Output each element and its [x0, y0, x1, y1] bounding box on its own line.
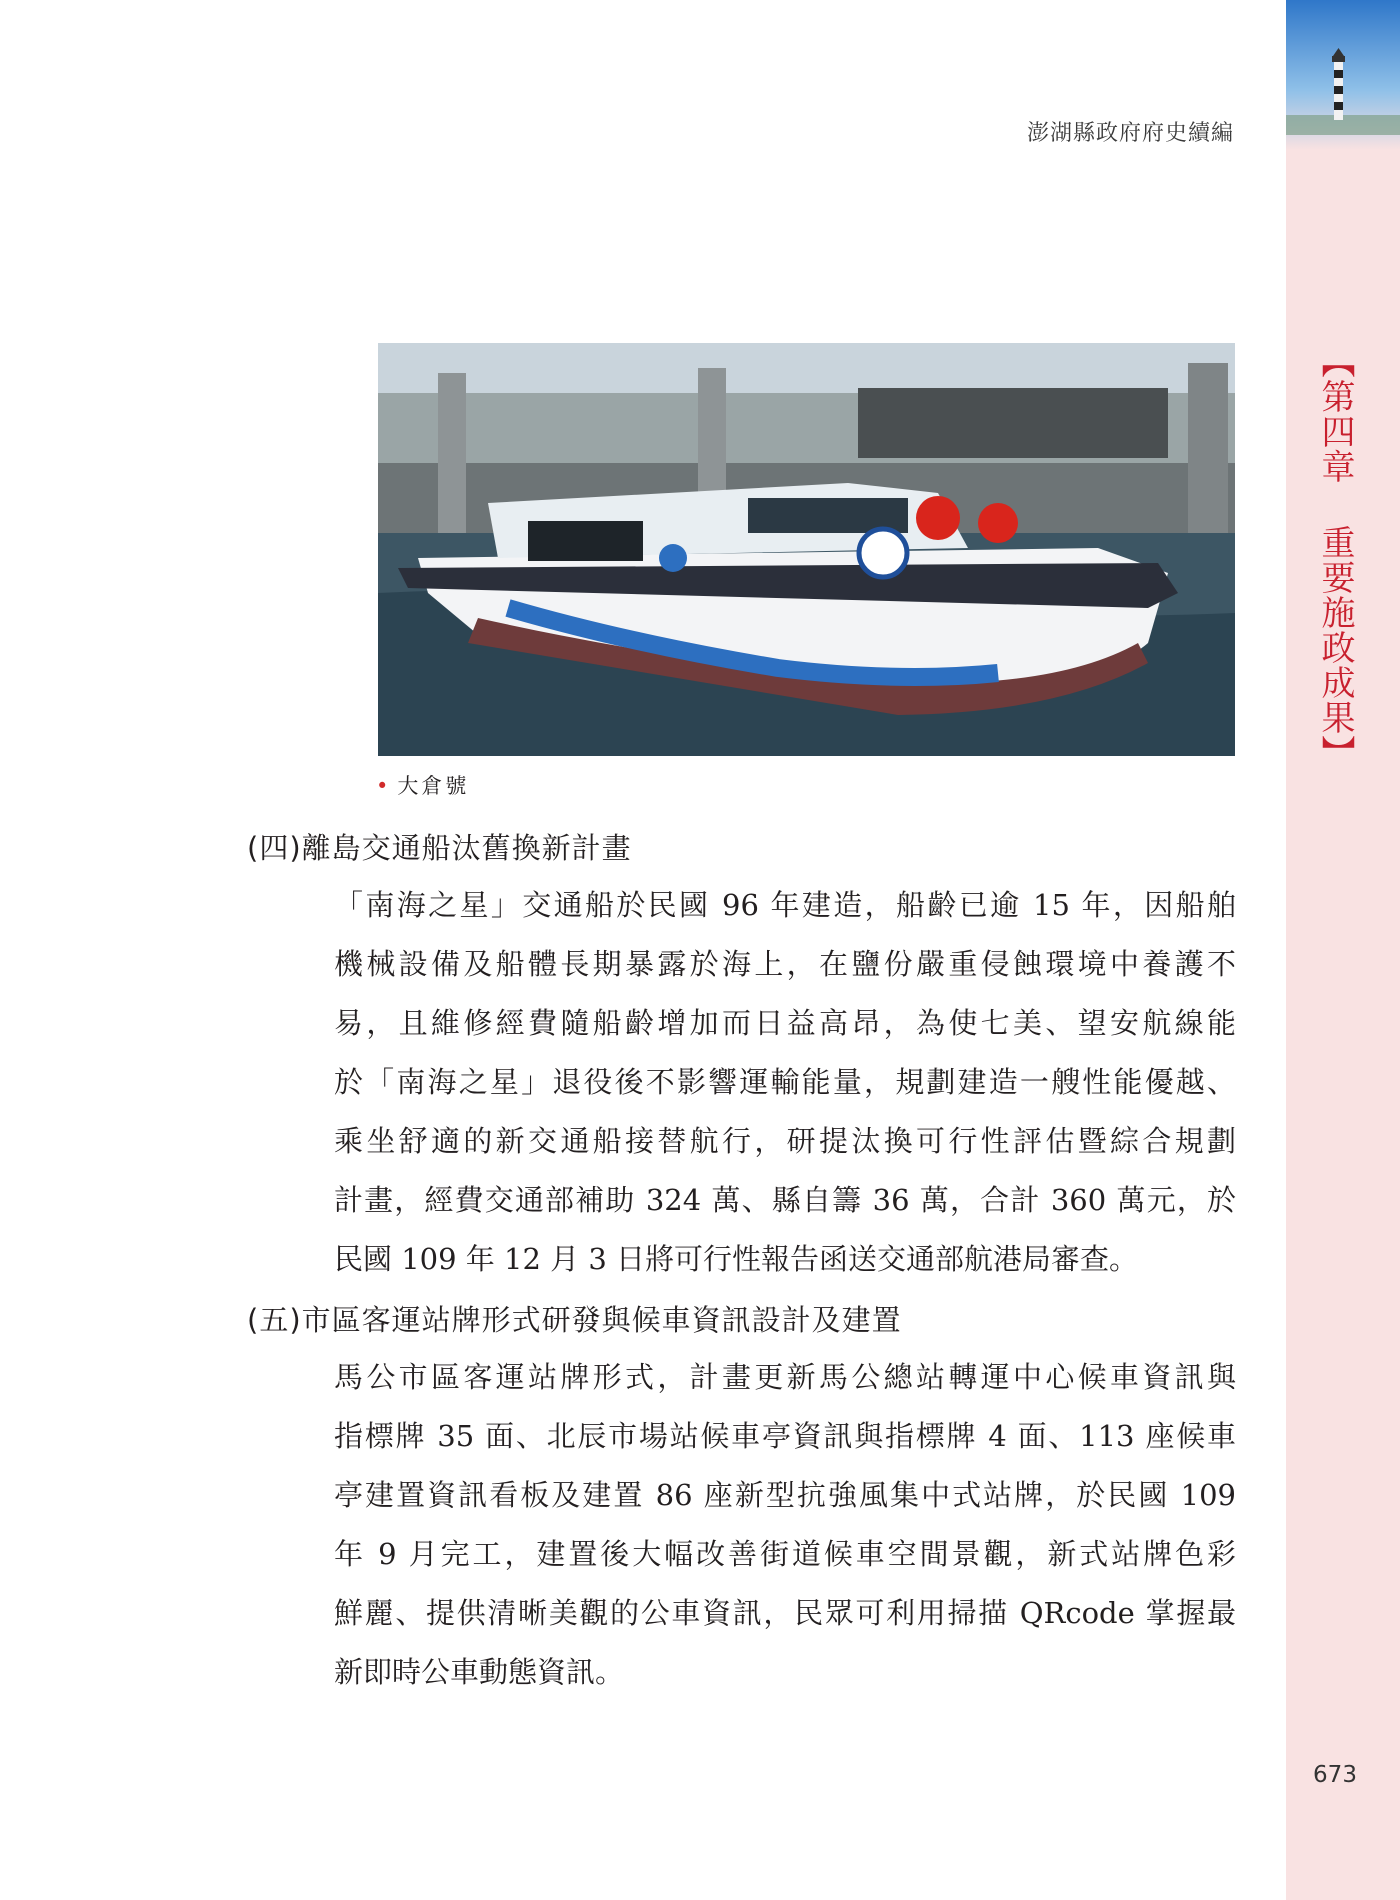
paragraph-line: 指標牌 35 面、北辰市場站候車亭資訊與指標牌 4 面、113 座候車 [334, 1419, 1236, 1453]
paragraph-line: 「南海之星」交通船於民國 96 年建造，船齡已逾 15 年，因船舶 [334, 888, 1236, 922]
section-heading-5: (五)市區客運站牌形式研發與候車資訊設計及建置 [247, 1303, 902, 1337]
running-header: 澎湖縣政府府史續編 [1026, 121, 1234, 146]
paragraph-line: 馬公市區客運站牌形式，計畫更新馬公總站轉運中心候車資訊與 [334, 1360, 1236, 1394]
lighthouse-banner-image [1286, 0, 1400, 150]
section-heading-4: (四)離島交通船汰舊換新計畫 [247, 831, 632, 865]
caption-bullet-icon: • [376, 774, 392, 798]
paragraph-line: 年 9 月完工，建置後大幅改善街道候車空間景觀，新式站牌色彩 [334, 1537, 1236, 1571]
paragraph-line: 易，且維修經費隨船齡增加而日益高昂，為使七美、望安航線能 [334, 1006, 1236, 1040]
section-4-paragraph [334, 876, 1236, 1289]
page-number: 673 [1313, 1762, 1357, 1788]
section-5-paragraph [334, 1348, 1236, 1702]
chapter-tab: 【第四章 重要施政成果】 [1315, 344, 1355, 770]
paragraph-line: 民國 109 年 12 月 3 日將可行性報告函送交通部航港局審查。 [334, 1242, 1139, 1276]
paragraph-line: 乘坐舒適的新交通船接替航行，研提汰換可行性評估暨綜合規劃 [334, 1124, 1236, 1158]
caption-text: 大倉號 [397, 774, 470, 798]
paragraph-line: 鮮麗、提供清晰美觀的公車資訊，民眾可利用掃描 QRcode 掌握最 [334, 1596, 1236, 1630]
figure-caption [376, 770, 469, 800]
boat-photo [378, 343, 1235, 756]
paragraph-line: 機械設備及船體長期暴露於海上，在鹽份嚴重侵蝕環境中養護不 [334, 947, 1236, 981]
paragraph-line: 亭建置資訊看板及建置 86 座新型抗強風集中式站牌，於民國 109 [334, 1478, 1236, 1512]
paragraph-line: 於「南海之星」退役後不影響運輸能量，規劃建造一艘性能優越、 [334, 1065, 1236, 1099]
paragraph-line: 計畫，經費交通部補助 324 萬、縣自籌 36 萬，合計 360 萬元，於 [334, 1183, 1236, 1217]
paragraph-line: 新即時公車動態資訊。 [334, 1655, 625, 1689]
side-band [1286, 0, 1400, 1900]
